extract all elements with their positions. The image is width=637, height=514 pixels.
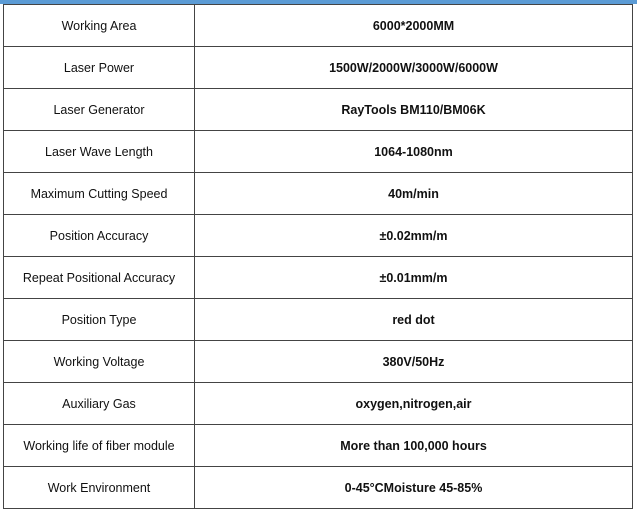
table-row: [4, 89, 633, 131]
spec-value: 1500W/2000W/3000W/6000W: [195, 47, 633, 89]
spec-value: RayTools BM110/BM06K: [195, 89, 633, 131]
spec-label: Laser Power: [4, 47, 195, 89]
table-row: [4, 47, 633, 89]
table-row: [4, 5, 633, 47]
spec-value: More than 100,000 hours: [195, 425, 633, 467]
spec-label: Repeat Positional Accuracy: [4, 257, 195, 299]
table-row: [4, 467, 633, 509]
spec-label: Auxiliary Gas: [4, 383, 195, 425]
spec-value: 0-45°CMoisture 45-85%: [195, 467, 633, 509]
spec-value: 6000*2000MM: [195, 5, 633, 47]
table-row: [4, 257, 633, 299]
spec-value: oxygen,nitrogen,air: [195, 383, 633, 425]
table-row: [4, 425, 633, 467]
spec-value: 40m/min: [195, 173, 633, 215]
table-row: [4, 215, 633, 257]
spec-label: Maximum Cutting Speed: [4, 173, 195, 215]
spec-value: ±0.02mm/m: [195, 215, 633, 257]
table-row: [4, 131, 633, 173]
table-row: [4, 173, 633, 215]
table-row: [4, 299, 633, 341]
table-row: [4, 383, 633, 425]
spec-value: ±0.01mm/m: [195, 257, 633, 299]
spec-label: Laser Wave Length: [4, 131, 195, 173]
spec-value: red dot: [195, 299, 633, 341]
spec-label: Position Accuracy: [4, 215, 195, 257]
spec-label: Position Type: [4, 299, 195, 341]
spec-label: Working Area: [4, 5, 195, 47]
table-row: [4, 341, 633, 383]
spec-label: Work Environment: [4, 467, 195, 509]
spec-value: 380V/50Hz: [195, 341, 633, 383]
spec-label: Laser Generator: [4, 89, 195, 131]
spec-label: Working Voltage: [4, 341, 195, 383]
spec-label: Working life of fiber module: [4, 425, 195, 467]
spec-value: 1064-1080nm: [195, 131, 633, 173]
specification-table: [3, 4, 633, 509]
